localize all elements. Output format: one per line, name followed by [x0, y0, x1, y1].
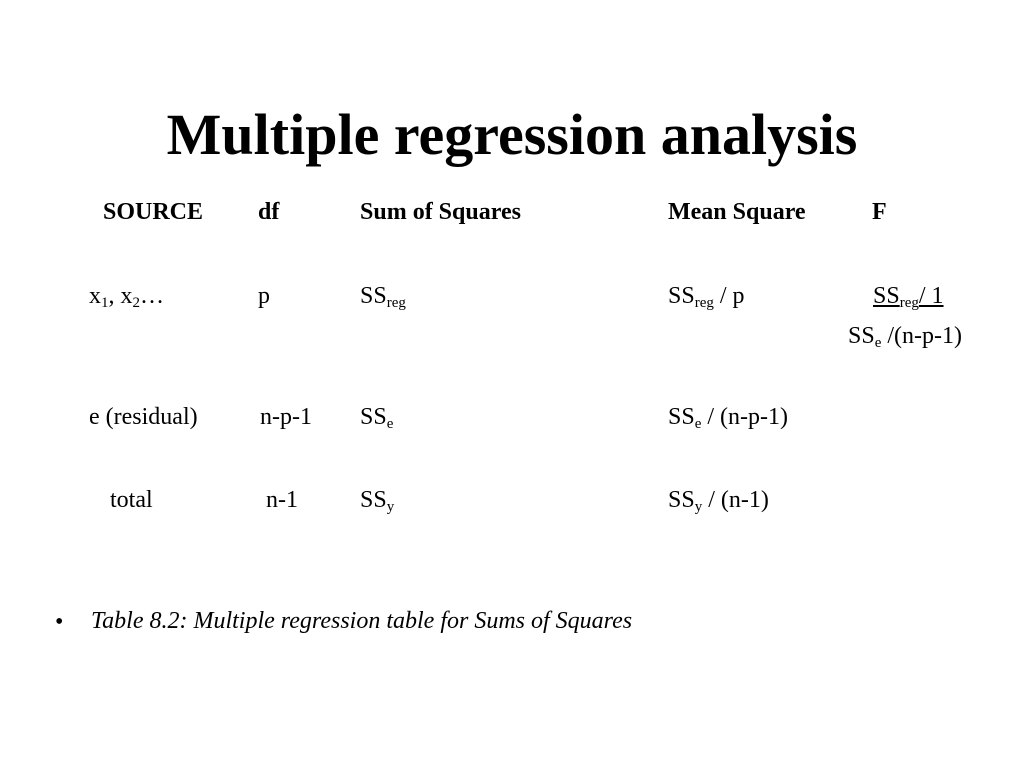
row-total-df: n-1 — [266, 487, 298, 513]
row-reg-ss: $SS_{reg}$ — [360, 283, 406, 311]
table-caption: Table 8.2: Multiple regression table for Sums of Squares — [91, 608, 633, 634]
header-sum-of-squares: Sum of Squares — [360, 199, 521, 225]
row-residual-source: e (residual) — [89, 404, 198, 430]
row-reg-f-numerator: $SS_{reg}/$ 1 — [873, 283, 944, 311]
row-total-ms: $SS_y / (n-1)$ — [668, 487, 769, 515]
header-mean-square: Mean Square — [668, 199, 806, 225]
row-reg-f-denominator: $SS_e$ /(n-p-1) — [848, 323, 963, 351]
row-residual-df: n-p-1 — [260, 404, 312, 430]
row-total-ss: $SS_y$ — [360, 487, 395, 515]
row-total-source: total — [110, 487, 153, 513]
row-reg-df: p — [258, 283, 270, 309]
header-df: df — [258, 199, 280, 225]
row-residual-ms: $SS_e / (n-p-1)$ — [668, 404, 789, 432]
row-reg-source: $x_1$, $x_2\dots$ — [89, 283, 164, 311]
bullet-icon: • — [55, 609, 64, 635]
header-f: F — [872, 199, 887, 225]
slide-title: Multiple regression analysis — [166, 102, 858, 167]
row-reg-ms: $SS_{reg}$ / p — [668, 283, 745, 311]
row-residual-ss: $SS_e$ — [360, 404, 394, 432]
header-source: SOURCE — [103, 199, 204, 225]
